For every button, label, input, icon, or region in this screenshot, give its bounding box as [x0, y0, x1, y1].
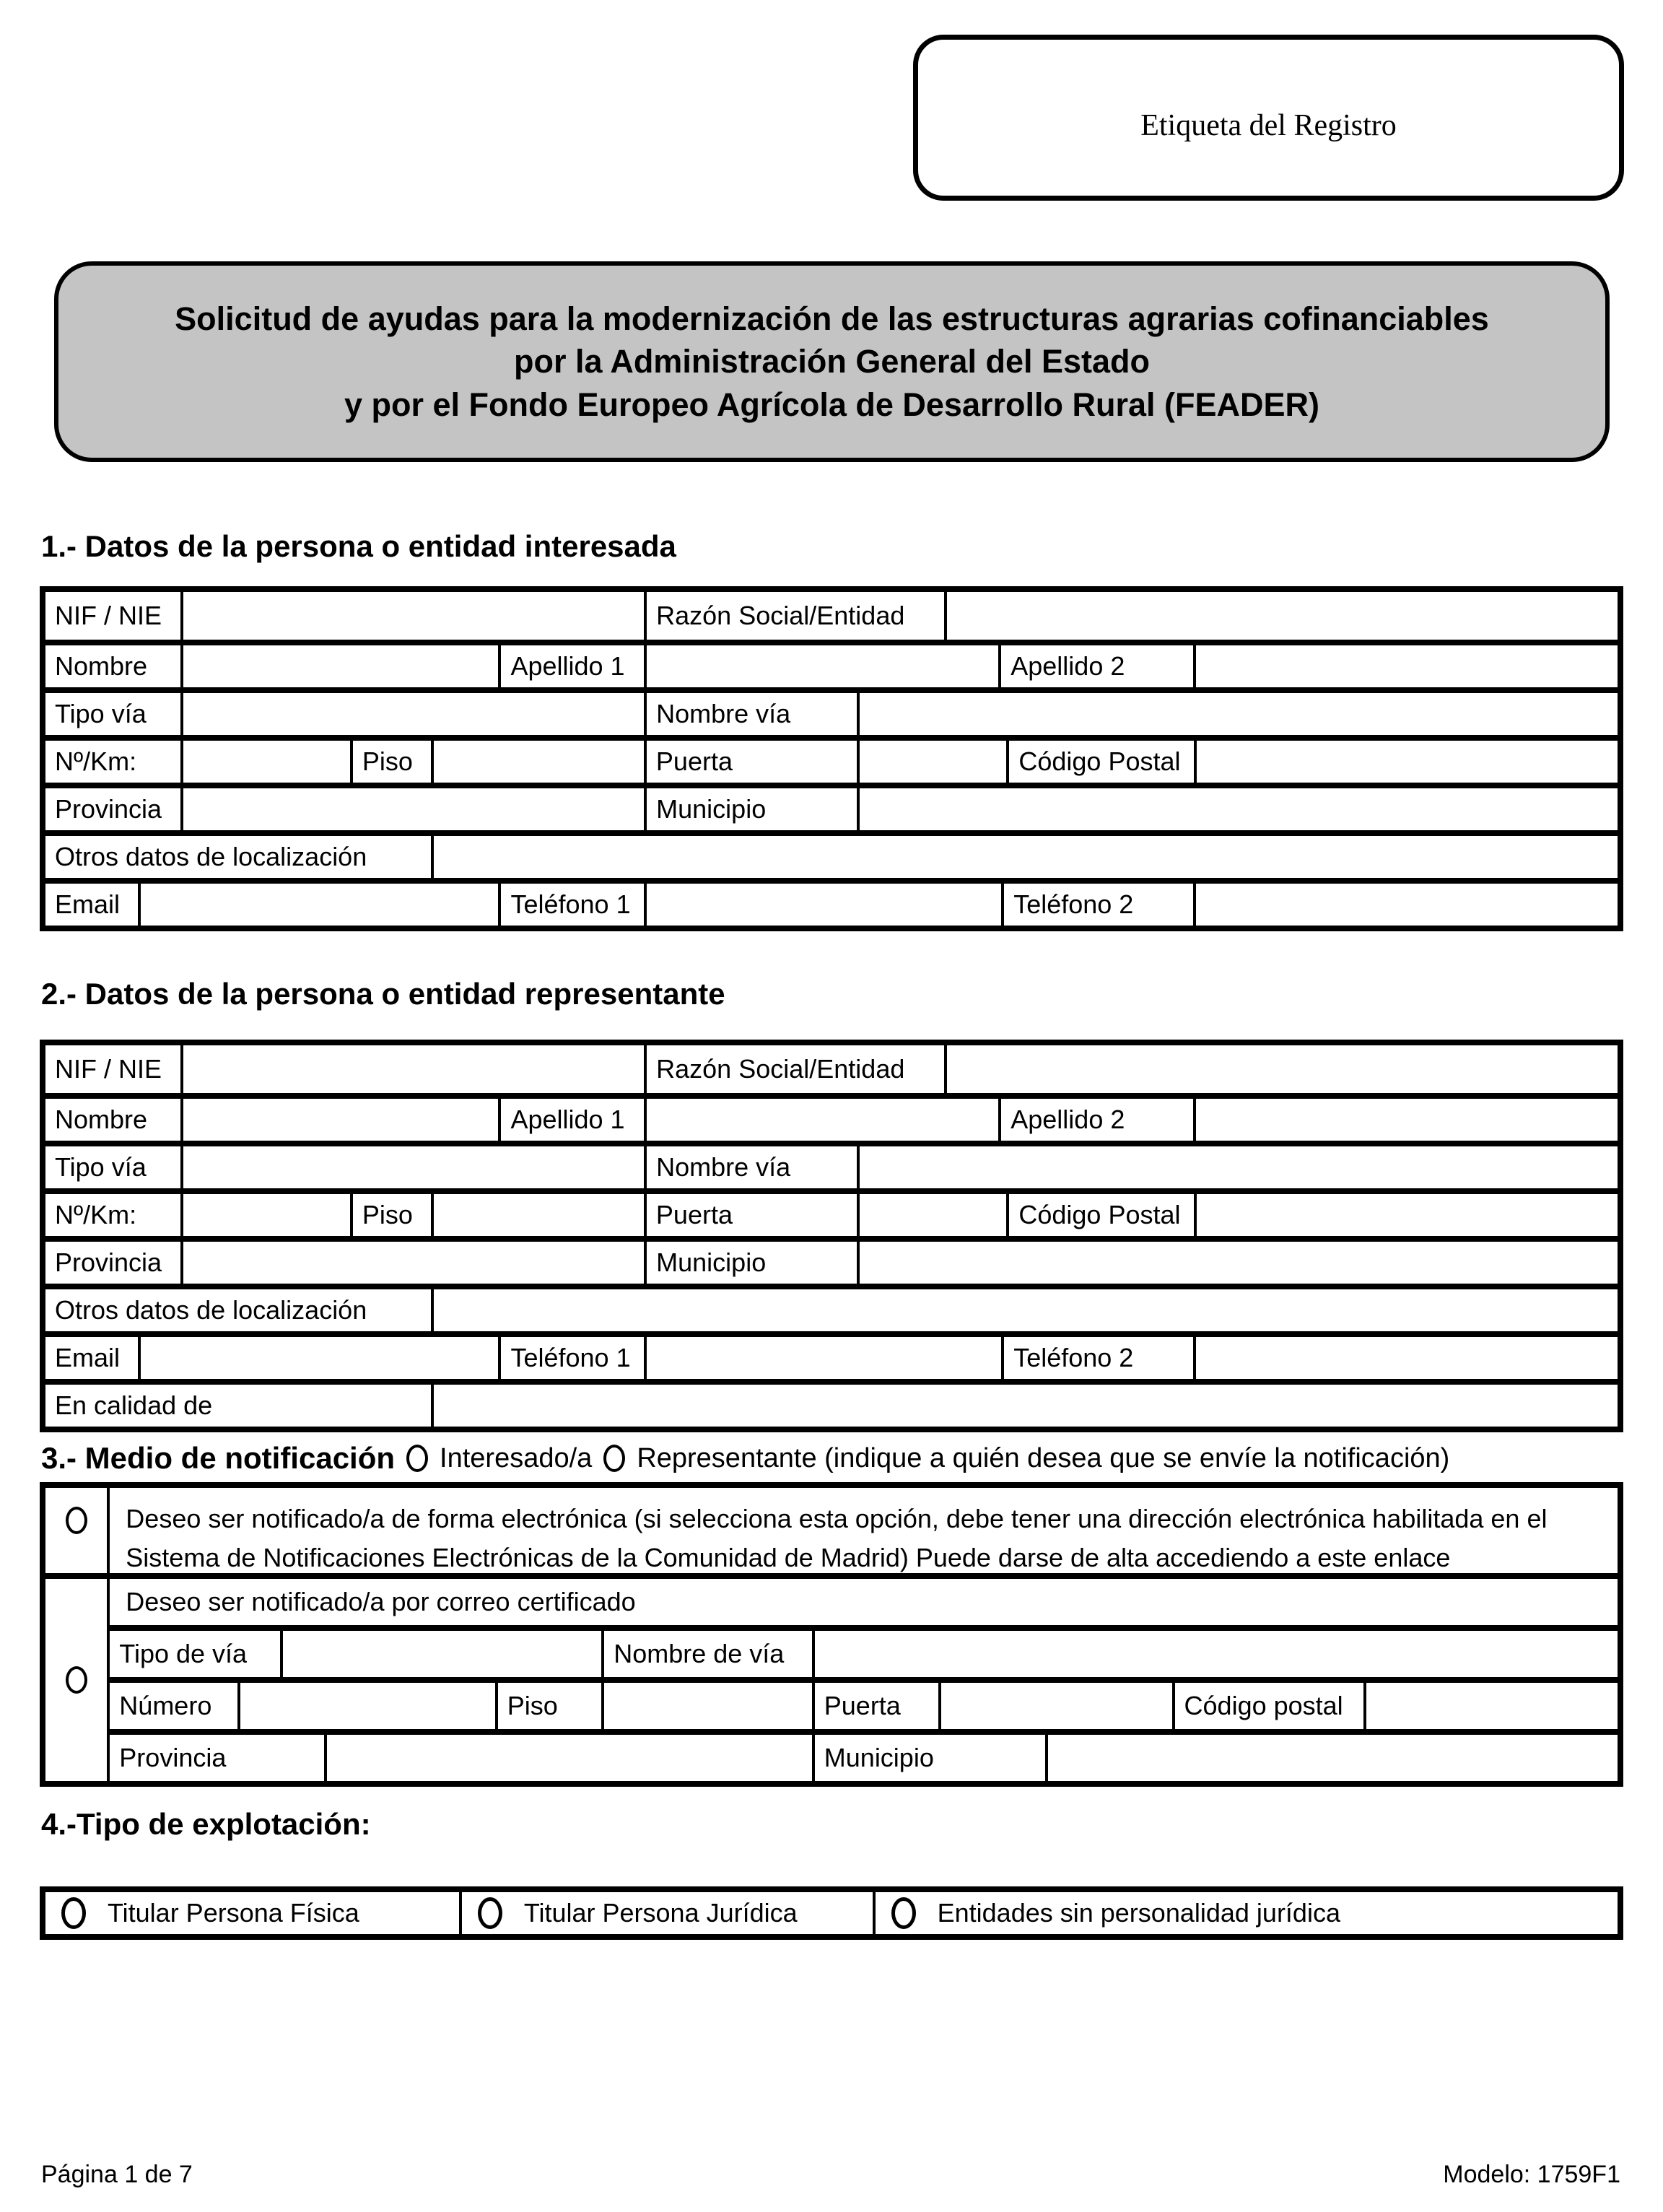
email-label: Email — [55, 889, 121, 919]
rep-puerta-input[interactable] — [857, 1194, 1007, 1236]
table-row — [45, 1141, 1618, 1188]
rep-provincia-input[interactable] — [180, 1242, 645, 1284]
cert-numero-input[interactable] — [237, 1683, 494, 1729]
codigo-postal-input[interactable] — [1194, 741, 1618, 783]
certified-radio-cell — [45, 1579, 110, 1781]
rep-otros-datos-label: Otros datos de localización — [55, 1295, 367, 1325]
representante-label: Representante (indique a quién desea que se envíe la notificación) — [637, 1442, 1450, 1473]
interesado-radio[interactable] — [406, 1445, 428, 1472]
email-input[interactable] — [138, 884, 498, 926]
table-row — [45, 1236, 1618, 1284]
titular-persona-juridica-label: Titular Persona Jurídica — [523, 1898, 798, 1928]
electronic-radio-cell — [45, 1488, 110, 1573]
cert-nombre-via-input[interactable] — [812, 1631, 1618, 1677]
certified-mail-block — [110, 1579, 1618, 1781]
apellido1-input[interactable] — [644, 645, 998, 687]
puerta-label: Puerta — [644, 741, 857, 783]
page-number: Página 1 de 7 — [41, 2161, 193, 2188]
apellido2-label: Apellido 2 — [998, 645, 1193, 687]
notification-table — [40, 1482, 1623, 1787]
section-3-heading: 3.- Medio de notificación — [41, 1441, 396, 1475]
num-km-label: Nº/Km: — [55, 746, 137, 776]
cert-tipo-via-input[interactable] — [280, 1631, 601, 1677]
cert-nombre-via-label: Nombre de vía — [601, 1631, 812, 1677]
titular-persona-fisica-option — [45, 1892, 459, 1934]
form-title-line-3: y por el Fondo Europeo Agrícola de Desarrollo Rural (FEADER) — [344, 386, 1319, 423]
municipio-label: Municipio — [644, 788, 857, 830]
num-km-input[interactable] — [180, 741, 350, 783]
certified-mail-text: Deseo ser notificado/a por correo certificado — [126, 1587, 636, 1616]
rep-apellido1-label: Apellido 1 — [498, 1099, 643, 1141]
table-row — [45, 1379, 1618, 1427]
rep-puerta-label: Puerta — [644, 1194, 857, 1236]
section-1-heading: 1.- Datos de la persona o entidad interesada — [41, 529, 676, 563]
cert-codigo-postal-label: Código postal — [1172, 1683, 1364, 1729]
interested-party-table — [40, 586, 1623, 931]
electronic-notification-radio[interactable] — [66, 1507, 87, 1534]
tipo-via-label: Tipo vía — [55, 699, 147, 728]
rep-nif-label: NIF / NIE — [55, 1054, 162, 1084]
rep-nif-input[interactable] — [180, 1045, 645, 1093]
rep-apellido2-label: Apellido 2 — [998, 1099, 1193, 1141]
titular-persona-juridica-option — [459, 1892, 873, 1934]
otros-datos-input[interactable] — [431, 836, 1618, 878]
telefono1-input[interactable] — [644, 884, 1001, 926]
rep-codigo-postal-label: Código Postal — [1006, 1194, 1193, 1236]
rep-nombre-label: Nombre — [55, 1105, 148, 1134]
otros-datos-label: Otros datos de localización — [55, 842, 367, 871]
telefono1-label: Teléfono 1 — [498, 884, 643, 926]
section-2-heading: 2.- Datos de la persona o entidad representante — [41, 977, 725, 1011]
rep-nombre-via-label: Nombre vía — [644, 1146, 857, 1188]
cert-tipo-via-label: Tipo de vía — [119, 1639, 248, 1668]
electronic-notification-text: Deseo ser notificado/a de forma electrónica (si selecciona esta opción, debe tener una dirección electrónica habilitada en el Sistema de Notificaciones Electrónicas de la Comunidad de Madrid) Puede darse de alta accediendo a este enlace — [126, 1504, 1548, 1572]
titular-persona-juridica-radio[interactable] — [478, 1897, 502, 1929]
table-row — [45, 1284, 1618, 1331]
apellido1-label: Apellido 1 — [498, 645, 643, 687]
table-row — [110, 1625, 1618, 1677]
rep-telefono2-input[interactable] — [1193, 1337, 1618, 1379]
rep-num-km-label: Nº/Km: — [55, 1200, 137, 1229]
titular-persona-fisica-label: Titular Persona Física — [108, 1898, 359, 1928]
cert-piso-label: Piso — [495, 1683, 601, 1729]
nombre-via-label: Nombre vía — [644, 693, 857, 735]
piso-input[interactable] — [431, 741, 644, 783]
rep-email-input[interactable] — [138, 1337, 498, 1379]
cert-puerta-label: Puerta — [812, 1683, 938, 1729]
cert-provincia-label: Provincia — [119, 1743, 227, 1772]
razon-social-input[interactable] — [944, 592, 1618, 640]
table-row — [45, 1045, 1618, 1093]
rep-piso-input[interactable] — [431, 1194, 644, 1236]
rep-telefono1-label: Teléfono 1 — [498, 1337, 643, 1379]
en-calidad-de-input[interactable] — [431, 1385, 1618, 1427]
rep-nombre-input[interactable] — [180, 1099, 499, 1141]
provincia-label: Provincia — [55, 794, 162, 824]
table-row — [110, 1729, 1618, 1781]
en-calidad-de-label: En calidad de — [55, 1390, 213, 1420]
tipo-explotacion-table — [40, 1886, 1623, 1940]
certified-mail-radio[interactable] — [66, 1666, 87, 1694]
cert-piso-input[interactable] — [601, 1683, 812, 1729]
rep-nombre-via-input[interactable] — [857, 1146, 1618, 1188]
rep-email-label: Email — [55, 1343, 121, 1372]
razon-social-label: Razón Social/Entidad — [644, 592, 944, 640]
form-title-line-1: Solicitud de ayudas para la modernización de las estructuras agrarias cofinanciables — [175, 300, 1489, 337]
nif-label: NIF / NIE — [55, 601, 162, 630]
table-row — [45, 1188, 1618, 1236]
rep-apellido2-input[interactable] — [1193, 1099, 1618, 1141]
municipio-input[interactable] — [857, 788, 1618, 830]
entidades-sin-personalidad-option — [873, 1892, 1618, 1934]
certified-mail-row — [45, 1573, 1618, 1781]
telefono2-label: Teléfono 2 — [1001, 884, 1193, 926]
table-row — [45, 830, 1618, 878]
cert-municipio-input[interactable] — [1045, 1735, 1618, 1781]
table-row — [45, 878, 1618, 926]
cert-codigo-postal-input[interactable] — [1363, 1683, 1618, 1729]
codigo-postal-label: Código Postal — [1006, 741, 1193, 783]
cert-puerta-input[interactable] — [938, 1683, 1172, 1729]
rep-codigo-postal-input[interactable] — [1194, 1194, 1618, 1236]
titular-persona-fisica-radio[interactable] — [61, 1897, 86, 1929]
model-number: Modelo: 1759F1 — [1443, 2161, 1620, 2188]
table-row — [45, 1093, 1618, 1141]
registry-label-box — [913, 35, 1624, 201]
rep-provincia-label: Provincia — [55, 1247, 162, 1277]
nif-input[interactable] — [180, 592, 645, 640]
entidades-sin-personalidad-label: Entidades sin personalidad jurídica — [937, 1898, 1340, 1928]
interesado-label: Interesado/a — [440, 1442, 593, 1473]
nombre-input[interactable] — [180, 645, 499, 687]
registry-label: Etiqueta del Registro — [1140, 109, 1397, 142]
section-4-heading: 4.-Tipo de explotación: — [41, 1807, 371, 1841]
apellido2-input[interactable] — [1193, 645, 1618, 687]
rep-otros-datos-input[interactable] — [431, 1289, 1618, 1331]
rep-municipio-label: Municipio — [644, 1242, 857, 1284]
form-title-line-2: por la Administración General del Estado — [513, 343, 1151, 380]
rep-municipio-input[interactable] — [857, 1242, 1618, 1284]
representante-radio[interactable] — [603, 1445, 625, 1472]
rep-telefono1-input[interactable] — [644, 1337, 1001, 1379]
electronic-notification-row — [45, 1488, 1618, 1573]
telefono2-input[interactable] — [1193, 884, 1618, 926]
piso-label: Piso — [350, 741, 431, 783]
table-row — [45, 687, 1618, 735]
rep-razon-social-input[interactable] — [944, 1045, 1618, 1093]
section-3-heading-row — [41, 1441, 1449, 1476]
table-row — [45, 783, 1618, 830]
table-row — [45, 592, 1618, 640]
table-row — [110, 1677, 1618, 1729]
table-row — [45, 735, 1618, 783]
nombre-via-input[interactable] — [857, 693, 1618, 735]
provincia-input[interactable] — [180, 788, 645, 830]
title-box — [54, 261, 1610, 462]
rep-num-km-input[interactable] — [180, 1194, 350, 1236]
rep-piso-label: Piso — [350, 1194, 431, 1236]
entidades-sin-personalidad-radio[interactable] — [891, 1897, 916, 1929]
rep-razon-social-label: Razón Social/Entidad — [644, 1045, 944, 1093]
table-row — [45, 1331, 1618, 1379]
representative-table — [40, 1040, 1623, 1432]
nombre-label: Nombre — [55, 651, 148, 681]
cert-municipio-label: Municipio — [812, 1735, 1046, 1781]
tipo-via-input[interactable] — [180, 693, 645, 735]
rep-tipo-via-label: Tipo vía — [55, 1152, 147, 1182]
rep-apellido1-input[interactable] — [644, 1099, 998, 1141]
rep-telefono2-label: Teléfono 2 — [1001, 1337, 1193, 1379]
puerta-input[interactable] — [857, 741, 1007, 783]
rep-tipo-via-input[interactable] — [180, 1146, 645, 1188]
cert-numero-label: Número — [119, 1691, 212, 1720]
table-row — [45, 640, 1618, 687]
cert-provincia-input[interactable] — [324, 1735, 812, 1781]
